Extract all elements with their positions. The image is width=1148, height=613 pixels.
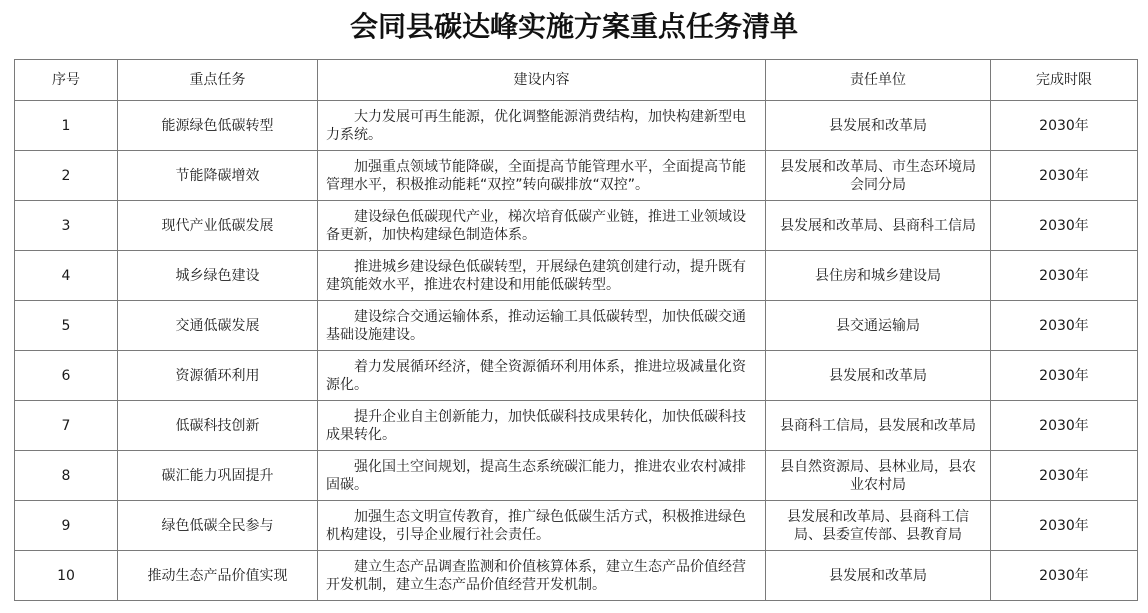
row-unit: 县发展和改革局、县商科工信局 [766, 201, 991, 251]
table-row [15, 351, 1138, 401]
row-content: 加强生态文明宣传教育，推广绿色低碳生活方式，积极推进绿色机构建设，引导企业履行社会责任。 [318, 501, 766, 551]
row-task: 城乡绿色建设 [118, 251, 318, 301]
row-content: 推进城乡建设绿色低碳转型，开展绿色建筑创建行动，提升既有建筑能效水平，推进农村建设和用能低碳转型。 [318, 251, 766, 301]
row-num: 1 [15, 101, 118, 151]
table-row [15, 401, 1138, 451]
table-header-row [15, 60, 1138, 101]
row-task: 低碳科技创新 [118, 401, 318, 451]
table-row [15, 551, 1138, 601]
row-num: 4 [15, 251, 118, 301]
row-num: 5 [15, 301, 118, 351]
header-num: 序号 [15, 60, 118, 101]
row-content: 建设绿色低碳现代产业，梯次培育低碳产业链，推进工业领域设备更新，加快构建绿色制造体系。 [318, 201, 766, 251]
row-content: 加强重点领域节能降碳，全面提高节能管理水平，全面提高节能管理水平，积极推动能耗“双控”转向碳排放“双控”。 [318, 151, 766, 201]
row-task: 碳汇能力巩固提升 [118, 451, 318, 501]
row-content: 着力发展循环经济，健全资源循环利用体系，推进垃圾减量化资源化。 [318, 351, 766, 401]
row-deadline: 2030年 [991, 551, 1138, 601]
row-unit: 县发展和改革局、市生态环境局会同分局 [766, 151, 991, 201]
row-deadline: 2030年 [991, 201, 1138, 251]
row-num: 10 [15, 551, 118, 601]
table-row [15, 501, 1138, 551]
row-deadline: 2030年 [991, 401, 1138, 451]
row-deadline: 2030年 [991, 301, 1138, 351]
row-task: 能源绿色低碳转型 [118, 101, 318, 151]
row-unit: 县交通运输局 [766, 301, 991, 351]
row-task: 资源循环利用 [118, 351, 318, 401]
table-row [15, 251, 1138, 301]
row-unit: 县自然资源局、县林业局，县农业农村局 [766, 451, 991, 501]
row-num: 8 [15, 451, 118, 501]
row-unit: 县发展和改革局 [766, 551, 991, 601]
header-unit: 责任单位 [766, 60, 991, 101]
row-num: 3 [15, 201, 118, 251]
row-content: 建立生态产品调查监测和价值核算体系，建立生态产品价值经营开发机制，建立生态产品价值经营开发机制。 [318, 551, 766, 601]
row-deadline: 2030年 [991, 151, 1138, 201]
header-content: 建设内容 [318, 60, 766, 101]
table-row [15, 301, 1138, 351]
row-num: 2 [15, 151, 118, 201]
row-task: 节能降碳增效 [118, 151, 318, 201]
row-deadline: 2030年 [991, 251, 1138, 301]
header-deadline: 完成时限 [991, 60, 1138, 101]
row-task: 推动生态产品价值实现 [118, 551, 318, 601]
row-unit: 县发展和改革局、县商科工信局、县委宣传部、县教育局 [766, 501, 991, 551]
row-unit: 县发展和改革局 [766, 101, 991, 151]
row-deadline: 2030年 [991, 451, 1138, 501]
row-task: 交通低碳发展 [118, 301, 318, 351]
task-table [14, 59, 1138, 601]
row-deadline: 2030年 [991, 101, 1138, 151]
row-content: 强化国土空间规划，提高生态系统碳汇能力，推进农业农村减排固碳。 [318, 451, 766, 501]
table-row [15, 101, 1138, 151]
row-unit: 县商科工信局，县发展和改革局 [766, 401, 991, 451]
row-content: 提升企业自主创新能力，加快低碳科技成果转化，加快低碳科技成果转化。 [318, 401, 766, 451]
row-deadline: 2030年 [991, 351, 1138, 401]
row-deadline: 2030年 [991, 501, 1138, 551]
table-row [15, 451, 1138, 501]
table-row [15, 151, 1138, 201]
row-task: 绿色低碳全民参与 [118, 501, 318, 551]
row-unit: 县发展和改革局 [766, 351, 991, 401]
row-num: 9 [15, 501, 118, 551]
row-task: 现代产业低碳发展 [118, 201, 318, 251]
page-title: 会同县碳达峰实施方案重点任务清单 [349, 10, 798, 43]
row-content: 建设综合交通运输体系，推动运输工具低碳转型，加快低碳交通基础设施建设。 [318, 301, 766, 351]
row-unit: 县住房和城乡建设局 [766, 251, 991, 301]
table-row [15, 201, 1138, 251]
row-num: 7 [15, 401, 118, 451]
row-num: 6 [15, 351, 118, 401]
row-content: 大力发展可再生能源，优化调整能源消费结构，加快构建新型电力系统。 [318, 101, 766, 151]
header-task: 重点任务 [118, 60, 318, 101]
